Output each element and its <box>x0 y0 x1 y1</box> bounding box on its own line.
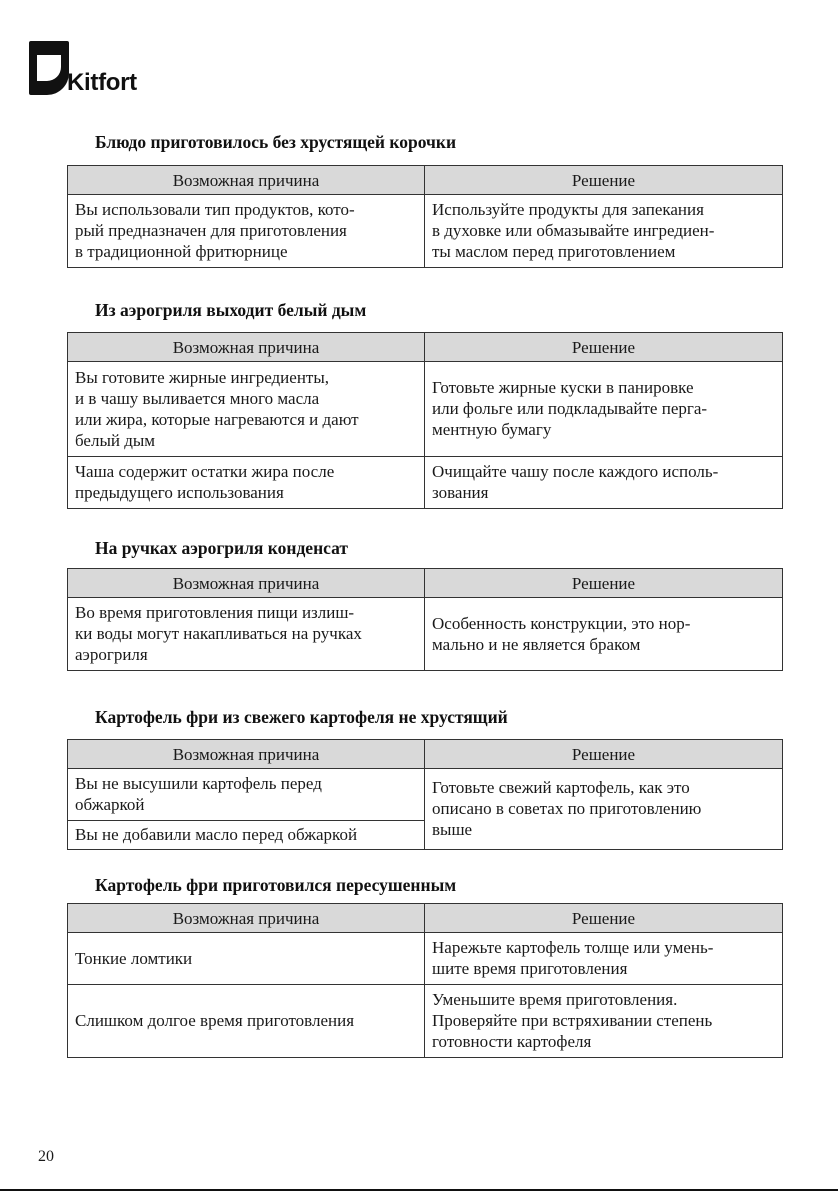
column-header-solution: Решение <box>425 569 783 598</box>
cause-cell: Вы не добавили масло перед обжаркой <box>68 821 425 850</box>
column-header-cause: Возможная причина <box>68 333 425 362</box>
section-title: Картофель фри из свежего картофеля не хрустящий <box>95 707 508 727</box>
solution-cell: Используйте продукты для запекания в духовке или обмазывайте ингредиен- ты маслом перед приготовлением <box>425 195 783 268</box>
cause-cell: Вы не высушили картофель перед обжаркой <box>68 769 425 821</box>
troubleshooting-table <box>67 332 783 509</box>
cause-cell: Во время приготовления пищи излиш- ки воды могут накапливаться на ручках аэрогриля <box>68 598 425 671</box>
section-title: Картофель фри приготовился пересушенным <box>95 875 457 895</box>
column-header-solution: Решение <box>425 904 783 933</box>
section-title: Из аэрогриля выходит белый дым <box>95 300 367 320</box>
column-header-cause: Возможная причина <box>68 569 425 598</box>
cause-cell: Тонкие ломтики <box>68 933 425 985</box>
column-header-solution: Решение <box>425 166 783 195</box>
column-header-cause: Возможная причина <box>68 904 425 933</box>
column-header-solution: Решение <box>425 740 783 769</box>
table-row <box>68 933 783 985</box>
table-row <box>68 195 783 268</box>
table-row <box>68 457 783 509</box>
section-title: Блюдо приготовилось без хрустящей корочки <box>95 132 457 152</box>
table-header-row <box>68 166 783 195</box>
section-title: На ручках аэрогриля конденсат <box>95 538 349 558</box>
table-header-row <box>68 569 783 598</box>
table-row <box>68 362 783 457</box>
solution-cell: Уменьшите время приготовления. Проверяйте при встряхивании степень готовности картофеля <box>425 985 783 1058</box>
troubleshooting-table <box>67 568 783 671</box>
troubleshooting-table <box>67 165 783 268</box>
table-header-row <box>68 333 783 362</box>
page-bottom-rule <box>0 1189 838 1191</box>
table-row <box>68 985 783 1058</box>
page-number: 20 <box>38 1148 54 1165</box>
troubleshooting-table <box>67 903 783 1058</box>
solution-cell: Очищайте чашу после каждого исполь- зования <box>425 457 783 509</box>
kitfort-logo-mark-icon <box>29 41 69 95</box>
column-header-solution: Решение <box>425 333 783 362</box>
table-row <box>68 598 783 671</box>
table-header-row <box>68 904 783 933</box>
solution-cell: Нарежьте картофель толще или умень- шите время приготовления <box>425 933 783 985</box>
column-header-cause: Возможная причина <box>68 166 425 195</box>
cause-cell: Чаша содержит остатки жира после предыдущего использования <box>68 457 425 509</box>
troubleshooting-table <box>67 739 783 850</box>
table-row <box>68 769 783 821</box>
table-header-row <box>68 740 783 769</box>
solution-cell: Особенность конструкции, это нор- мально и не является браком <box>425 598 783 671</box>
cause-cell: Вы готовите жирные ингредиенты, и в чашу выливается много масла или жира, которые нагреваются и дают белый дым <box>68 362 425 457</box>
column-header-cause: Возможная причина <box>68 740 425 769</box>
solution-cell: Готовьте жирные куски в панировке или фольге или подкладывайте перга- ментную бумагу <box>425 362 783 457</box>
cause-cell: Слишком долгое время приготовления <box>68 985 425 1058</box>
brand-name: Kitfort <box>67 69 137 96</box>
kitfort-logo <box>29 41 169 97</box>
solution-cell: Готовьте свежий картофель, как это описано в советах по приготовлению выше <box>425 769 783 850</box>
cause-cell: Вы использовали тип продуктов, кото- рый предназначен для приготовления в традиционной фритюрнице <box>68 195 425 268</box>
